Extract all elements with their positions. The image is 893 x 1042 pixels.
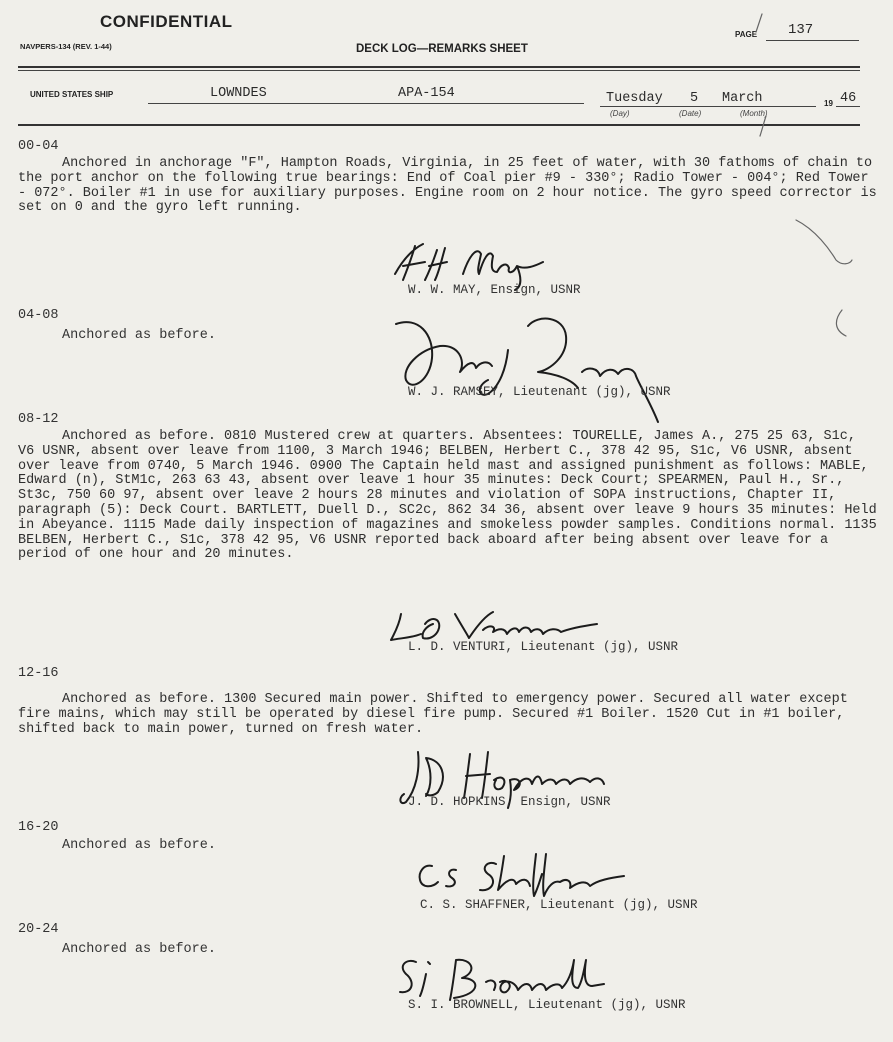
signature-name: L. D. VENTURI, Lieutenant (jg), USNR [408, 640, 679, 654]
signature-ramsey [388, 310, 678, 430]
remark-text: Anchored as before. [62, 328, 216, 343]
day-caption: (Day) [610, 109, 630, 118]
margin-pencil-mark [756, 10, 856, 270]
watch-label: 16-20 [18, 820, 59, 835]
watch-label: 04-08 [18, 308, 59, 323]
signature-name: S. I. BROWNELL, Lieutenant (jg), USNR [408, 998, 686, 1012]
signature-name: C. S. SHAFFNER, Lieutenant (jg), USNR [420, 898, 698, 912]
log-day: Tuesday [606, 91, 663, 106]
page-label: PAGE [735, 30, 758, 39]
log-month: March [722, 91, 763, 106]
year-suffix: 46 [840, 91, 857, 106]
watch-label: 12-16 [18, 666, 59, 681]
classification-label: CONFIDENTIAL [100, 12, 233, 31]
hull-number: APA-154 [398, 86, 455, 101]
remark-text: Anchored as before. 0810 Mustered crew at quarters. Absentees: TOURELLE, James A., 275 25 63, S1c, V6 USNR, absent over leave from 1100, 3 March 1946; BELBEN, Herbert C., 378 42 95, S1c, V6 USNR, absent over leave from 0740, 5 March 1946. 0900 The Captain held mast and assigned punishment as follows: MABLE, Edward (n), StM1c, 263 63 43, absent over leave 1 hour 35 minutes: Deck Court; SPEARMEN, Paul H., Sr., St3c, 750 60 97, absent over leave 2 hours 28 minutes and violation of SOPA instructions, Chapter II, paragraph (5): Deck Court. BARTLETT, Duell D., SC2c, 862 34 36, absent over leave 9 hours 35 minutes: Held in Abeyance. 1115 Made daily inspection of magazines and smokeless powder samples. Conditions normal. 1135 BELBEN, Herbert C., S1c, 378 42 95, V6 USNR reported back aboard after being absent over leave for a period of one hour and 20 minutes. [18, 429, 877, 563]
remark-text: Anchored in anchorage "F", Hampton Roads, Virginia, in 25 feet of water, with 30 fathoms of chain to the port anchor on the following true bearings: End of Coal pier #9 - 330°; Radio Tower - 004°; Red Tower - 072°. Boiler #1 in use for auxiliary purposes. Engine room on 2 hour notice. The gyro speed corrector is set on 0 and the gyro left running. [18, 156, 877, 216]
form-number: NAVPERS-134 (REV. 1-44) [20, 42, 112, 51]
sheet-title: DECK LOG—REMARKS SHEET [356, 43, 528, 55]
signature-name: W. J. RAMSEY, Lieutenant (jg), USNR [408, 385, 671, 399]
month-caption: (Month) [740, 109, 768, 118]
log-date: 5 [690, 91, 699, 106]
signature-name: W. W. MAY, Ensign, USNR [408, 283, 581, 297]
remark-text: Anchored as before. [62, 942, 216, 957]
watch-label: 20-24 [18, 922, 59, 937]
watch-label: 08-12 [18, 412, 59, 427]
remark-text: Anchored as before. [62, 838, 216, 853]
ship-label: UNITED STATES SHIP [30, 90, 114, 99]
year-prefix: 19 [824, 99, 833, 108]
page-number: 137 [788, 22, 814, 38]
remark-text: Anchored as before. 1300 Secured main power. Shifted to emergency power. Secured all water except fire mains, which may still be operated by diesel fire pump. Secured #1 Boiler. 1520 Cut in #1 boiler, shifted back to main power, turned on fresh water. [18, 692, 848, 737]
signature-name: J. D. HOPKINS, Ensign, USNR [408, 795, 611, 809]
watch-label: 00-04 [18, 139, 59, 154]
ship-name: LOWNDES [210, 86, 267, 101]
date-caption: (Date) [679, 109, 702, 118]
